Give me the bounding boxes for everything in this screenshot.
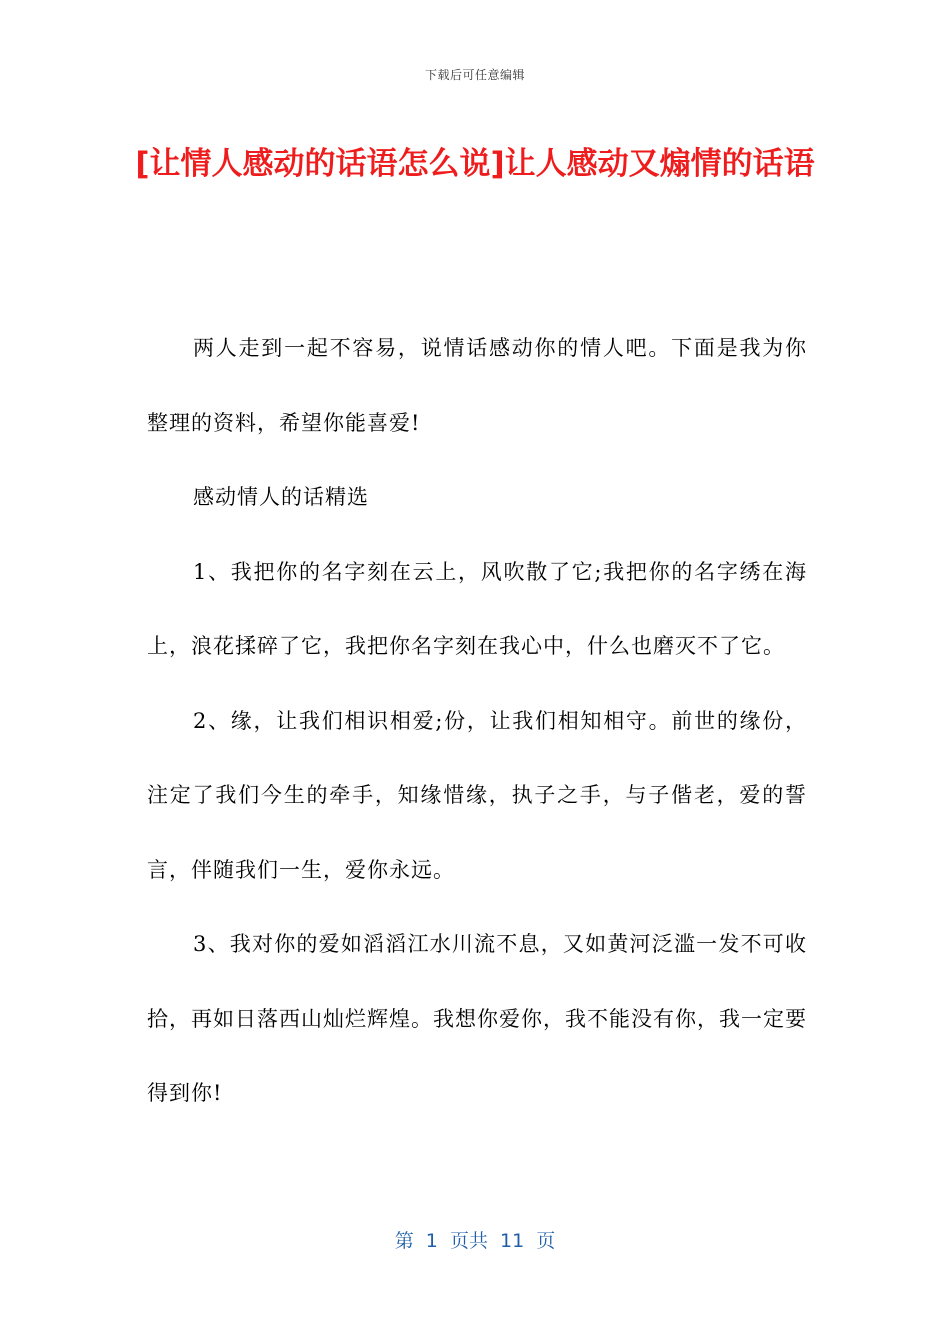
header-note: 下载后可任意编辑 <box>424 68 525 82</box>
paragraph-item-1: 1、我把你的名字刻在云上，风吹散了它;我把你的名字绣在海上，浪花揉碎了它，我把你名字刻在我心中，什么也磨灭不了它。 <box>147 559 807 658</box>
document-title: [让情人感动的话语怎么说]让人感动又煽情的话语 <box>135 146 815 182</box>
paragraph-section-heading: 感动情人的话精选 <box>193 485 369 509</box>
paragraph-intro: 两人走到一起不容易，说情话感动你的情人吧。下面是我为你整理的资料，希望你能喜爱! <box>147 336 807 435</box>
paragraph-item-2: 2、缘，让我们相识相爱;份，让我们相知相守。前世的缘份，注定了我们今生的牵手，知缘惜缘，执子之手，与子偕老，爱的誓言，伴随我们一生，爱你永远。 <box>147 708 807 882</box>
paragraph-item-3: 3、我对你的爱如滔滔江水川流不息，又如黄河泛滥一发不可收拾，再如日落西山灿烂辉煌。我想你爱你，我不能没有你，我一定要得到你! <box>147 932 807 1105</box>
document-body <box>147 311 807 1131</box>
page-number-footer: 第 1 页共 11 页 <box>394 1230 556 1252</box>
